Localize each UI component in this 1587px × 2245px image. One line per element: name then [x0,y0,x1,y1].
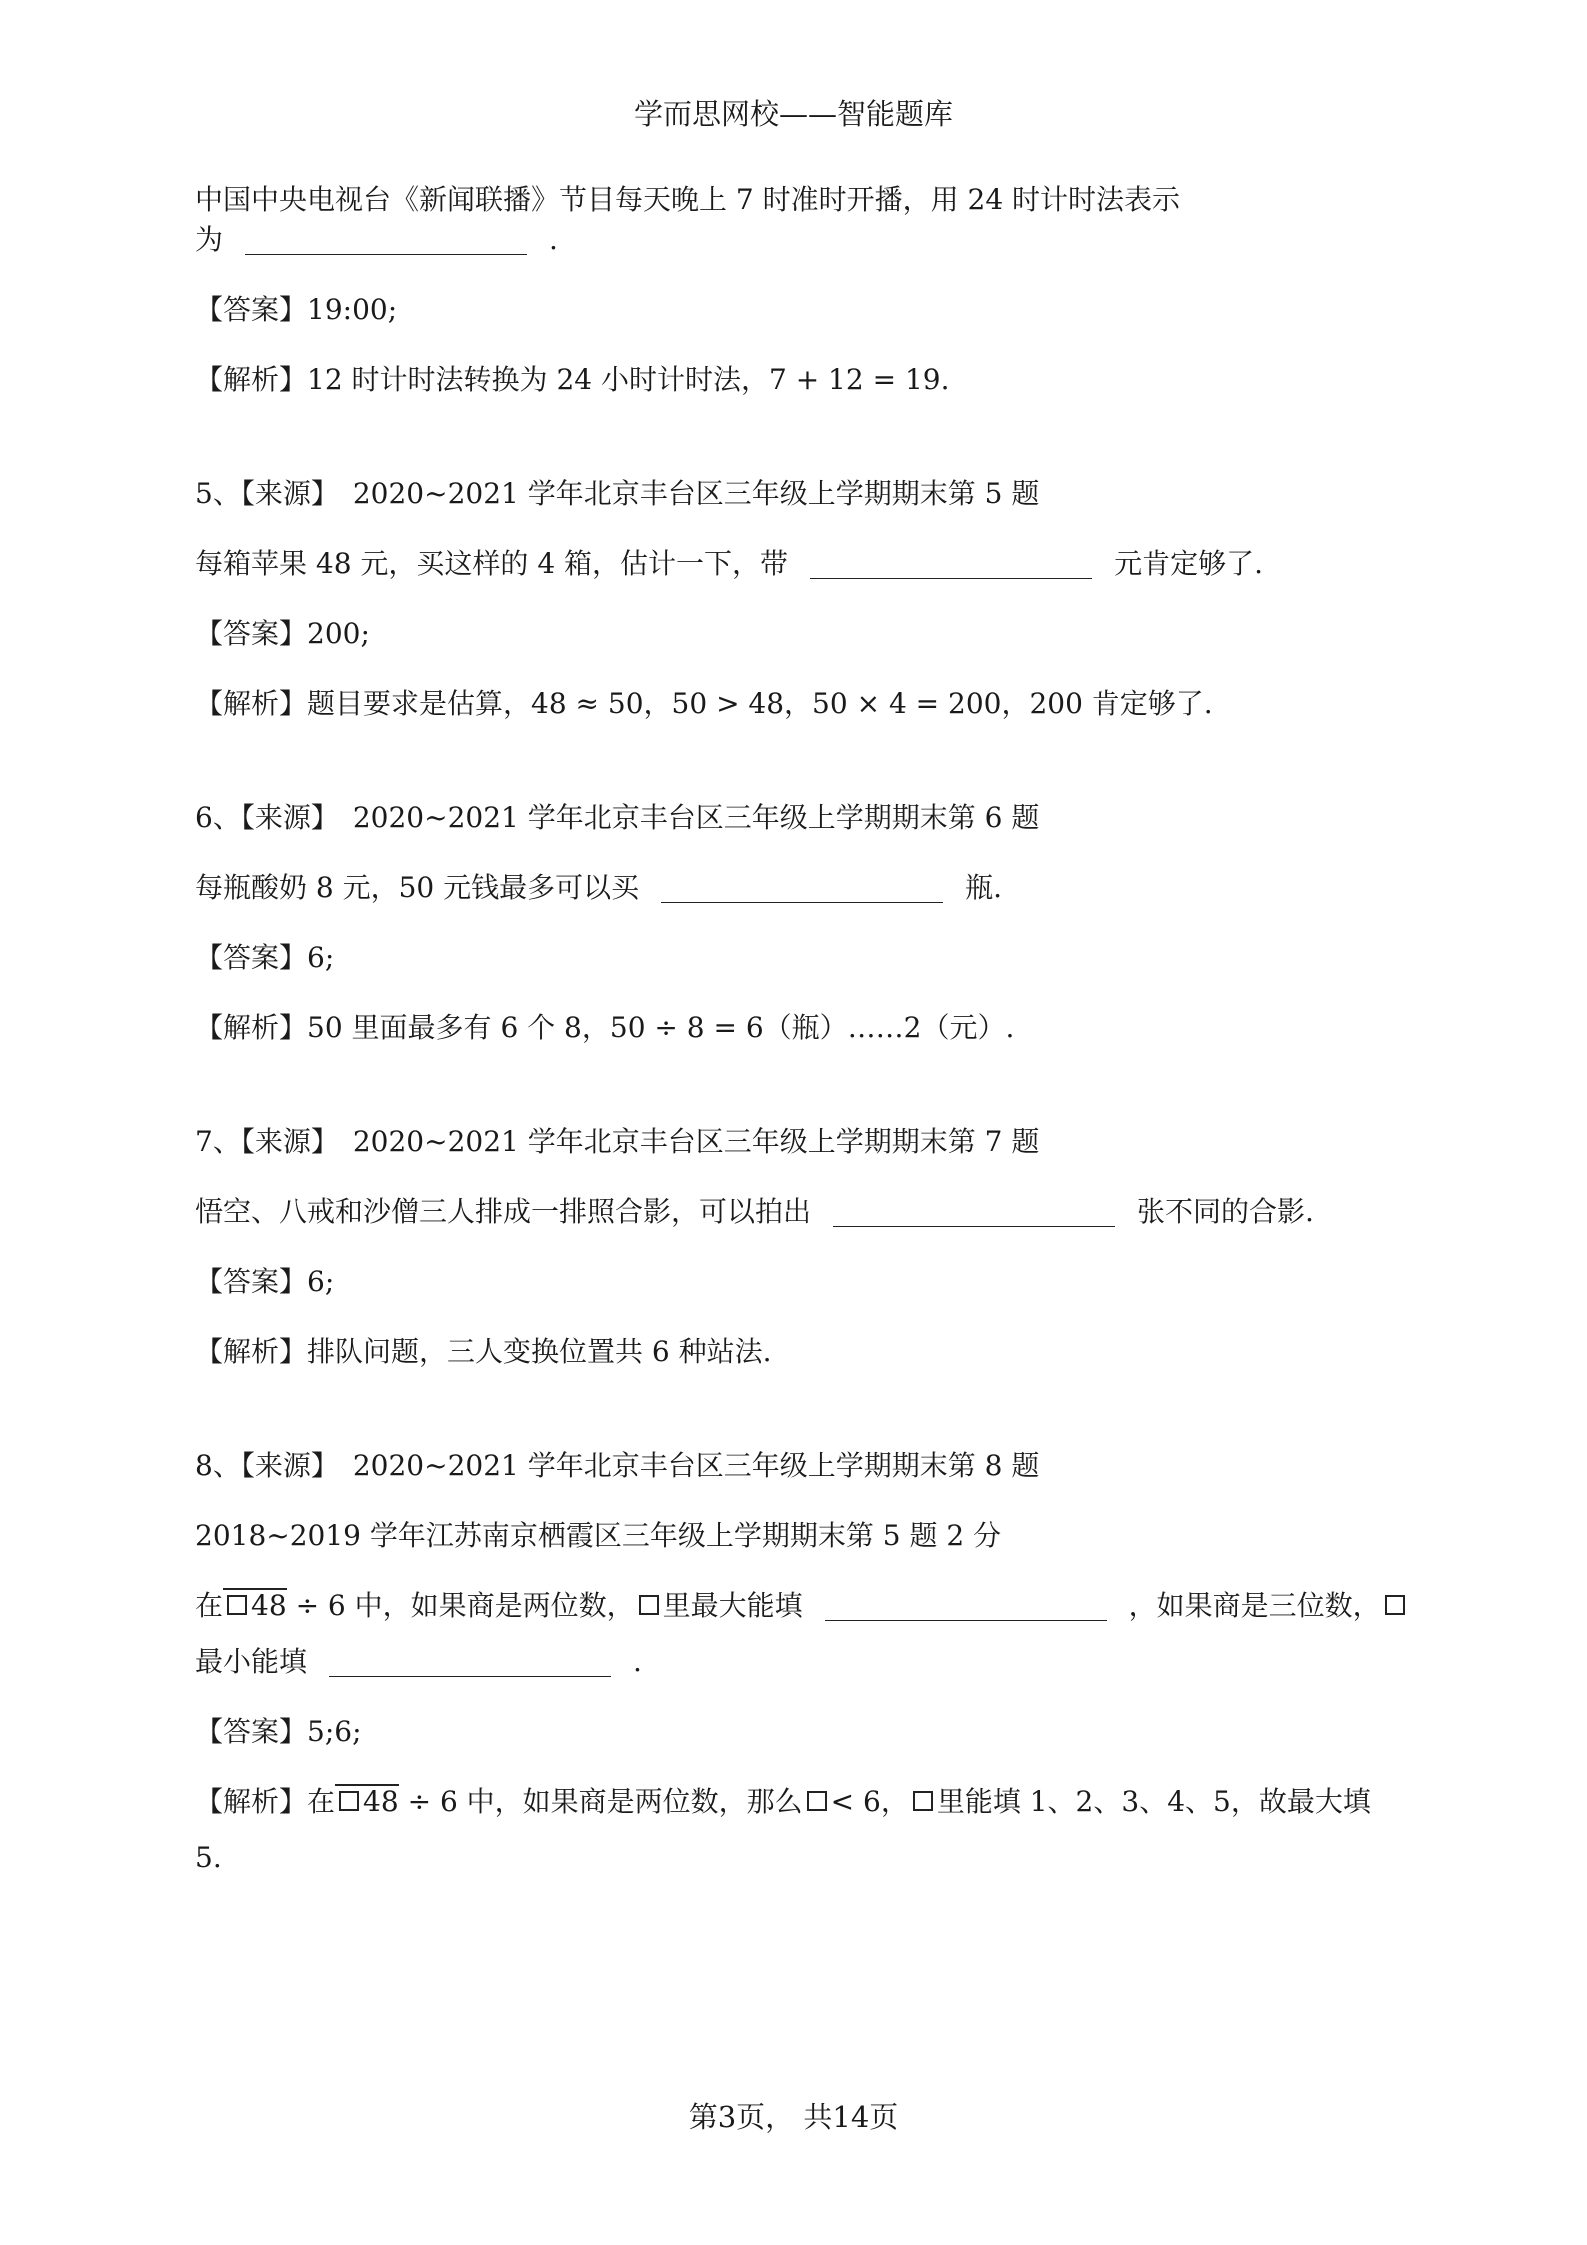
q8-analysis-label: 【解析】 [195,1785,308,1818]
q4-answer-blank[interactable] [245,226,527,255]
q8-box-icon-1 [639,1595,659,1615]
q8-expr-number: 48 [251,1589,287,1622]
q5-analysis [195,684,1415,724]
q8-source-label: 【来源】 [240,1449,339,1482]
q8-text-line2-post: . [633,1645,642,1678]
q4-question-line2 [195,220,1415,260]
q8-question-line1 [195,1586,1415,1626]
q8-source-text: 2020~2021 学年北京丰台区三年级上学期期末第 8 题 [352,1449,1040,1482]
q5-source [195,474,1415,514]
q8-analysis-line2: 5. [195,1841,222,1874]
q6-answer-label: 【答案】 [195,941,308,974]
document-body [195,180,1415,1878]
q8-question-line2 [195,1642,1415,1682]
q8-expr-rest: ÷ 6 中，如果商是两位数， [295,1589,635,1622]
q8-analysis-division-bracket [335,1784,399,1816]
q4-analysis-text: 12 时计时法转换为 24 小时计时法，7 + 12 = 19. [307,363,950,396]
q8-answer-label: 【答案】 [195,1715,308,1748]
q8-source-2: 2018~2019 学年江苏南京栖霞区三年级上学期期末第 5 题 2 分 [195,1519,1002,1552]
q8-analysis-box-icon-3 [913,1791,933,1811]
q7-answer [195,1262,1415,1302]
q4-text-pre: 为 [195,223,224,256]
q5-source-label: 【来源】 [240,477,339,510]
q6-analysis-text: 50 里面最多有 6 个 8，50 ÷ 8 = 6（瓶）……2（元）. [307,1011,1015,1044]
q5-source-text: 2020~2021 学年北京丰台区三年级上学期期末第 5 题 [352,477,1040,510]
q8-text-mid2: ，如果商是三位数， [1128,1589,1381,1622]
q4-analysis [195,360,1415,400]
q4-text-post: . [549,223,558,256]
q4-answer-label: 【答案】 [195,293,308,326]
q6-answer-blank[interactable] [661,874,943,903]
q8-analysis-line1 [195,1782,1415,1822]
q4-question-line1: 中国中央电视台《新闻联播》节目每天晚上 7 时准时开播，用 24 时计时法表示 [195,183,1181,216]
q7-source-label: 【来源】 [240,1125,339,1158]
q6-analysis [195,1008,1415,1048]
q8-box-icon-2 [1385,1595,1405,1615]
q8-text-line2-pre: 最小能填 [195,1645,308,1678]
page-header: 学而思网校——智能题库 [633,97,953,131]
q5-answer-blank[interactable] [810,550,1092,579]
q7-source-text: 2020~2021 学年北京丰台区三年级上学期期末第 7 题 [352,1125,1040,1158]
q5-analysis-label: 【解析】 [195,687,308,720]
q4-answer [195,290,1415,330]
q7-analysis-label: 【解析】 [195,1335,308,1368]
q8-number: 8、 [195,1449,241,1482]
q8-answer-blank-1[interactable] [825,1592,1107,1621]
q5-answer-label: 【答案】 [195,617,308,650]
q8-answer [195,1712,1415,1752]
q6-number: 6、 [195,801,241,834]
q8-blank-box-icon [227,1595,247,1615]
q8-analysis-box-icon-1 [339,1791,359,1811]
q8-analysis-tail: 里能填 1、2、3、4、5，故最大填 [936,1785,1371,1818]
q6-text-post: 瓶. [965,871,1003,904]
q8-text-pre: 在 [195,1589,224,1622]
q7-answer-label: 【答案】 [195,1265,308,1298]
q7-answer-value: 6; [307,1265,335,1298]
q7-analysis [195,1332,1415,1372]
q7-source [195,1122,1415,1162]
q6-answer [195,938,1415,978]
q6-answer-value: 6; [307,941,335,974]
q8-answer-value: 5;6; [307,1715,362,1748]
q7-text-pre: 悟空、八戒和沙僧三人排成一排照合影，可以拍出 [195,1195,812,1228]
q4-answer-value: 19:00; [307,293,398,326]
q4-analysis-label: 【解析】 [195,363,308,396]
q8-source [195,1446,1415,1486]
q6-analysis-label: 【解析】 [195,1011,308,1044]
q6-source-label: 【来源】 [240,801,339,834]
q5-question [195,544,1415,584]
q8-analysis-cond: < 6， [830,1785,909,1818]
q8-analysis-box-icon-2 [807,1791,827,1811]
q5-answer [195,614,1415,654]
q8-analysis-expr-number: 48 [363,1785,399,1818]
q5-text-post: 元肯定够了. [1114,547,1263,580]
q7-number: 7、 [195,1125,241,1158]
q7-question [195,1192,1415,1232]
q6-text-pre: 每瓶酸奶 8 元，50 元钱最多可以买 [195,871,640,904]
q8-text-mid1: 里最大能填 [662,1589,803,1622]
q7-answer-blank[interactable] [833,1198,1115,1227]
page-footer: 第3页， 共14页 [688,2100,899,2134]
q5-text-pre: 每箱苹果 48 元，买这样的 4 箱，估计一下，带 [195,547,789,580]
q6-source-text: 2020~2021 学年北京丰台区三年级上学期期末第 6 题 [352,801,1040,834]
q5-answer-value: 200; [307,617,370,650]
q8-analysis-pre: 在 [307,1785,336,1818]
q6-source [195,798,1415,838]
q7-text-post: 张不同的合影. [1137,1195,1314,1228]
q8-answer-blank-2[interactable] [329,1648,611,1677]
q5-number: 5、 [195,477,241,510]
q8-analysis-expr-rest: ÷ 6 中，如果商是两位数，那么 [407,1785,803,1818]
q7-analysis-text: 排队问题，三人变换位置共 6 种站法. [307,1335,772,1368]
q8-division-bracket [223,1588,287,1620]
q6-question [195,868,1415,908]
q5-analysis-text: 题目要求是估算，48 ≈ 50，50 > 48，50 × 4 = 200，200 肯定够了. [307,687,1213,720]
